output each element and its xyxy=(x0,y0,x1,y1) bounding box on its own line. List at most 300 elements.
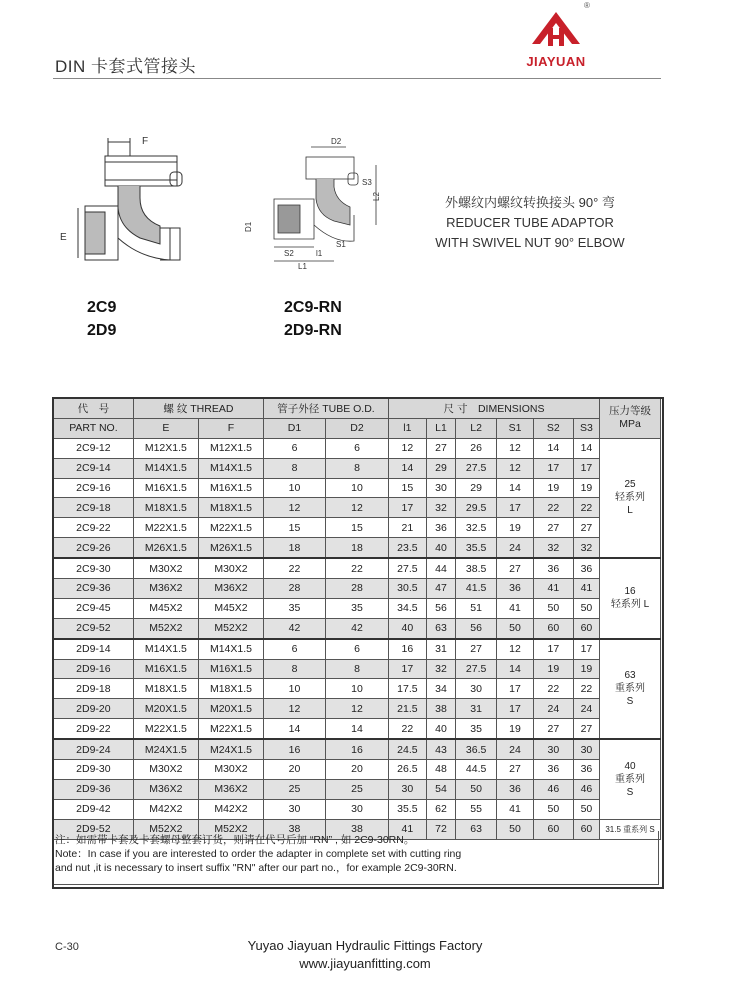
table-cell: 60 xyxy=(573,618,599,638)
table-cell: M12X1.5 xyxy=(133,438,198,458)
footer-url: www.jiayuanfitting.com xyxy=(299,956,431,971)
table-cell: 60 xyxy=(533,819,573,839)
table-cell: 12 xyxy=(264,699,326,719)
table-cell: 48 xyxy=(426,760,455,780)
table-row xyxy=(54,639,661,659)
brand-name: JIAYUAN xyxy=(526,54,586,69)
table-cell: 8 xyxy=(264,458,326,478)
pressure-line: 16 xyxy=(624,586,636,598)
header-col-0: PART NO. xyxy=(54,418,134,438)
table-cell: 10 xyxy=(325,478,388,498)
table-cell: 50 xyxy=(533,799,573,819)
table-row xyxy=(54,458,661,478)
header-col-2: F xyxy=(198,418,263,438)
label-s3: S3 xyxy=(362,178,372,187)
table-cell: 38 xyxy=(264,819,326,839)
table-row xyxy=(54,779,661,799)
table-cell: 41 xyxy=(533,579,573,599)
table-cell: 50 xyxy=(497,819,534,839)
table-cell: 22 xyxy=(264,558,326,578)
desc-en2: WITH SWIVEL NUT 90° ELBOW xyxy=(435,235,625,250)
table-cell: 12 xyxy=(497,438,534,458)
table-cell: 12 xyxy=(325,498,388,518)
table-cell: 36 xyxy=(426,518,455,538)
table-cell: 22 xyxy=(533,679,573,699)
table-cell: 17 xyxy=(497,498,534,518)
label-e: E xyxy=(60,232,67,243)
header-thread: 螺 纹 THREAD xyxy=(133,399,263,419)
table-cell: 17 xyxy=(497,699,534,719)
table-cell: 10 xyxy=(325,679,388,699)
table-row xyxy=(54,558,661,578)
label-big-l1: L1 xyxy=(298,262,307,270)
table-cell: 63 xyxy=(426,618,455,638)
table-row xyxy=(54,699,661,719)
table-row xyxy=(54,679,661,699)
table-cell: 20 xyxy=(264,760,326,780)
table-cell: 19 xyxy=(533,478,573,498)
table-cell: M42X2 xyxy=(133,799,198,819)
table-cell: 41.5 xyxy=(456,579,497,599)
table-cell: 30.5 xyxy=(388,579,426,599)
table-cell: M30X2 xyxy=(198,760,263,780)
table-cell: 43 xyxy=(426,739,455,759)
table-row xyxy=(54,518,661,538)
header-col-1: E xyxy=(133,418,198,438)
table-header-row-2 xyxy=(54,418,661,438)
table-cell: 17 xyxy=(388,659,426,679)
table-cell: 14 xyxy=(325,719,388,739)
pressure-line: 轻系列 L xyxy=(610,599,650,611)
table-cell: 24 xyxy=(573,699,599,719)
pressure-line: 重系列 xyxy=(615,773,646,785)
table-row xyxy=(54,799,661,819)
table-cell: M30X2 xyxy=(133,760,198,780)
table-cell: 2C9-18 xyxy=(54,498,134,518)
table-cell: M52X2 xyxy=(133,819,198,839)
table-cell: 14 xyxy=(573,438,599,458)
table-cell: 17.5 xyxy=(388,679,426,699)
table-cell: 22 xyxy=(573,679,599,699)
table-cell: 6 xyxy=(264,639,326,659)
table-cell: 2C9-22 xyxy=(54,518,134,538)
table-cell: 36 xyxy=(497,579,534,599)
table-cell: M30X2 xyxy=(133,558,198,578)
table-cell: 46 xyxy=(573,779,599,799)
table-cell: 50 xyxy=(456,779,497,799)
table-cell: 27 xyxy=(497,558,534,578)
code-2d9: 2D9 xyxy=(87,322,117,339)
table-cell: M52X2 xyxy=(133,618,198,638)
table-cell: M14X1.5 xyxy=(133,639,198,659)
table-cell: 2D9-42 xyxy=(54,799,134,819)
table-row xyxy=(54,538,661,558)
table-cell: 27.5 xyxy=(456,458,497,478)
table-cell: M24X1.5 xyxy=(133,739,198,759)
table-cell: M52X2 xyxy=(198,819,263,839)
table-cell: 10 xyxy=(264,478,326,498)
code-2c9-rn: 2C9-RN xyxy=(284,299,342,316)
table-cell: 18 xyxy=(264,538,326,558)
table-cell: 32 xyxy=(573,538,599,558)
table-cell: 60 xyxy=(533,618,573,638)
table-cell: 35.5 xyxy=(456,538,497,558)
table-cell: 40 xyxy=(426,538,455,558)
table-cell: 32 xyxy=(426,498,455,518)
page-number: C-30 xyxy=(55,941,79,953)
table-row xyxy=(54,739,661,759)
table-cell: M36X2 xyxy=(198,779,263,799)
table-cell: 6 xyxy=(325,438,388,458)
table-cell: 27 xyxy=(573,518,599,538)
table-cell: 56 xyxy=(426,598,455,618)
label-l2: L2 xyxy=(372,192,381,201)
header-col-6: L1 xyxy=(426,418,455,438)
table-cell: 40 xyxy=(388,618,426,638)
table-cell: 21 xyxy=(388,518,426,538)
table-cell: 2D9-36 xyxy=(54,779,134,799)
table-cell: 51 xyxy=(456,598,497,618)
table-cell: 27.5 xyxy=(388,558,426,578)
pressure-line: S xyxy=(626,786,634,798)
table-cell: 24.5 xyxy=(388,739,426,759)
table-cell: M52X2 xyxy=(198,618,263,638)
table-cell: M42X2 xyxy=(198,799,263,819)
table-cell: M12X1.5 xyxy=(198,438,263,458)
table-cell: 14 xyxy=(388,458,426,478)
table-cell: 2D9-22 xyxy=(54,719,134,739)
table-cell: 41 xyxy=(497,598,534,618)
table-cell: 44.5 xyxy=(456,760,497,780)
table-cell: M16X1.5 xyxy=(198,478,263,498)
table-row xyxy=(54,618,661,638)
table-cell: M22X1.5 xyxy=(198,719,263,739)
pressure-line: 40 xyxy=(624,760,636,772)
table-cell: 42 xyxy=(325,618,388,638)
table-cell: 8 xyxy=(325,659,388,679)
order-note xyxy=(53,831,659,885)
table-cell: 19 xyxy=(573,659,599,679)
registered-mark: ® xyxy=(584,1,590,10)
table-cell: 2C9-52 xyxy=(54,618,134,638)
codes-right xyxy=(284,296,342,342)
table-cell: 35 xyxy=(264,598,326,618)
header-col-5: l1 xyxy=(388,418,426,438)
table-cell: 50 xyxy=(497,618,534,638)
pressure-line: L xyxy=(627,505,633,517)
table-cell: M16X1.5 xyxy=(198,659,263,679)
table-cell: 2C9-30 xyxy=(54,558,134,578)
table-cell: 23.5 xyxy=(388,538,426,558)
table-cell: 29.5 xyxy=(456,498,497,518)
table-cell: 30 xyxy=(573,739,599,759)
table-cell: M45X2 xyxy=(133,598,198,618)
table-row xyxy=(54,438,661,458)
table-cell: 29 xyxy=(426,458,455,478)
table-cell: M24X1.5 xyxy=(198,739,263,759)
table-cell: M14X1.5 xyxy=(198,639,263,659)
table-cell: 41 xyxy=(573,579,599,599)
page-title: DIN 卡套式管接头 xyxy=(55,57,196,76)
dimensions-table xyxy=(53,398,661,840)
table-cell: 36 xyxy=(533,760,573,780)
table-cell: 32 xyxy=(426,659,455,679)
desc-en1: REDUCER TUBE ADAPTOR xyxy=(446,215,614,230)
header-col-9: S2 xyxy=(533,418,573,438)
table-cell: 2C9-26 xyxy=(54,538,134,558)
table-cell: 2C9-36 xyxy=(54,579,134,599)
table-cell: 30 xyxy=(325,799,388,819)
table-cell: 40 xyxy=(426,719,455,739)
table-cell: 2C9-12 xyxy=(54,438,134,458)
table-cell: 38 xyxy=(325,819,388,839)
label-f: F xyxy=(142,136,149,147)
table-cell: M14X1.5 xyxy=(198,458,263,478)
table-cell: 27 xyxy=(456,639,497,659)
table-cell: M22X1.5 xyxy=(133,518,198,538)
table-cell: 16 xyxy=(264,739,326,759)
table-cell: 2D9-52 xyxy=(54,819,134,839)
header-col-10: S3 xyxy=(573,418,599,438)
note-cn: 注：如需带卡套及卡套螺母整套订货，则请在代号后加 “RN” , 如 2C9-30RN。 xyxy=(55,834,415,846)
table-cell: M14X1.5 xyxy=(133,458,198,478)
table-cell: 2D9-20 xyxy=(54,699,134,719)
table-cell: 36 xyxy=(573,558,599,578)
table-cell: M22X1.5 xyxy=(198,518,263,538)
table-cell: 22 xyxy=(325,558,388,578)
table-cell: M26X1.5 xyxy=(133,538,198,558)
label-s2: S2 xyxy=(284,249,294,258)
table-row xyxy=(54,478,661,498)
table-cell: M36X2 xyxy=(198,579,263,599)
pressure-cell-g2 xyxy=(600,558,661,639)
desc-cn: 外螺纹内螺纹转换接头 90° 弯 xyxy=(445,195,615,210)
table-cell: 14 xyxy=(264,719,326,739)
table-cell: 17 xyxy=(533,458,573,478)
table-cell: 12 xyxy=(497,458,534,478)
table-cell: 12 xyxy=(388,438,426,458)
table-cell: 60 xyxy=(573,819,599,839)
header-part-cn: 代 号 xyxy=(54,399,134,419)
table-cell: 35 xyxy=(325,598,388,618)
table-cell: M45X2 xyxy=(198,598,263,618)
pressure-cell-g1 xyxy=(600,438,661,558)
table-cell: 32.5 xyxy=(456,518,497,538)
table-cell: 14 xyxy=(533,438,573,458)
table-cell: 34 xyxy=(426,679,455,699)
header-col-8: S1 xyxy=(497,418,534,438)
table-cell: 18 xyxy=(325,538,388,558)
pressure-cell-g5: 31.5 重系列 S xyxy=(600,819,661,839)
table-cell: 41 xyxy=(388,819,426,839)
table-cell: 47 xyxy=(426,579,455,599)
pressure-line: 25 xyxy=(624,479,636,491)
label-l1: l1 xyxy=(316,249,323,258)
table-cell: 19 xyxy=(573,478,599,498)
table-cell: 22 xyxy=(533,498,573,518)
header-dimensions: 尺 寸 DIMENSIONS xyxy=(388,399,599,419)
table-cell: 25 xyxy=(325,779,388,799)
table-cell: 27 xyxy=(573,719,599,739)
table-cell: 34.5 xyxy=(388,598,426,618)
table-cell: 46 xyxy=(533,779,573,799)
table-cell: 50 xyxy=(573,598,599,618)
table-cell: 27 xyxy=(497,760,534,780)
header-divider xyxy=(53,78,661,79)
table-cell: 56 xyxy=(456,618,497,638)
table-cell: 22 xyxy=(573,498,599,518)
table-cell: 15 xyxy=(264,518,326,538)
table-cell: 42 xyxy=(264,618,326,638)
table-cell: 50 xyxy=(533,598,573,618)
table-cell: 36.5 xyxy=(456,739,497,759)
table-cell: M16X1.5 xyxy=(133,659,198,679)
table-cell: M16X1.5 xyxy=(133,478,198,498)
table-cell: 36 xyxy=(497,779,534,799)
table-cell: 38.5 xyxy=(456,558,497,578)
table-cell: 20 xyxy=(325,760,388,780)
table-cell: 2C9-16 xyxy=(54,478,134,498)
table-cell: 29 xyxy=(456,478,497,498)
table-cell: 19 xyxy=(497,719,534,739)
table-cell: 19 xyxy=(497,518,534,538)
code-2c9: 2C9 xyxy=(87,299,117,316)
table-cell: 21.5 xyxy=(388,699,426,719)
table-cell: 31 xyxy=(456,699,497,719)
elbow-drawing-2c9-rn xyxy=(236,135,386,270)
table-cell: 55 xyxy=(456,799,497,819)
table-cell: 38 xyxy=(426,699,455,719)
table-cell: 36 xyxy=(573,760,599,780)
footer-company: Yuyao Jiayuan Hydraulic Fittings Factory xyxy=(247,938,483,953)
table-cell: 25 xyxy=(264,779,326,799)
table-cell: M18X1.5 xyxy=(198,498,263,518)
table-cell: 16 xyxy=(325,739,388,759)
header-pressure-unit: MPa xyxy=(619,418,641,431)
table-cell: M20X1.5 xyxy=(198,699,263,719)
table-cell: 41 xyxy=(497,799,534,819)
elbow-drawing-2c9 xyxy=(60,128,200,278)
header-col-3: D1 xyxy=(264,418,326,438)
table-cell: M18X1.5 xyxy=(198,679,263,699)
table-cell: 27 xyxy=(533,518,573,538)
table-row xyxy=(54,719,661,739)
table-cell: 12 xyxy=(325,699,388,719)
table-cell: 14 xyxy=(497,659,534,679)
header-pressure-cn: 压力等级 xyxy=(609,405,652,418)
pressure-line: 轻系列 xyxy=(615,492,646,504)
table-cell: 2C9-14 xyxy=(54,458,134,478)
table-cell: 8 xyxy=(325,458,388,478)
table-cell: 14 xyxy=(497,478,534,498)
table-cell: M18X1.5 xyxy=(133,498,198,518)
header-pressure xyxy=(600,399,661,439)
code-2d9-rn: 2D9-RN xyxy=(284,322,342,339)
table-cell: 26.5 xyxy=(388,760,426,780)
table-cell: 17 xyxy=(573,639,599,659)
table-cell: 27.5 xyxy=(456,659,497,679)
table-cell: 30 xyxy=(388,779,426,799)
table-cell: 6 xyxy=(264,438,326,458)
table-cell: 17 xyxy=(573,458,599,478)
table-cell: M18X1.5 xyxy=(133,679,198,699)
table-cell: 35.5 xyxy=(388,799,426,819)
table-cell: 6 xyxy=(325,639,388,659)
table-cell: M26X1.5 xyxy=(198,538,263,558)
table-row xyxy=(54,498,661,518)
table-cell: 26 xyxy=(456,438,497,458)
note-en1: Note：In case if you are interested to order the adapter in complete set with cutting ring xyxy=(55,848,462,860)
table-cell: M36X2 xyxy=(133,779,198,799)
table-cell: 24 xyxy=(497,739,534,759)
table-cell: 63 xyxy=(456,819,497,839)
codes-left xyxy=(87,296,116,342)
table-row xyxy=(54,598,661,618)
table-cell: 27 xyxy=(533,719,573,739)
pressure-line: 63 xyxy=(624,670,636,682)
table-cell: 2D9-16 xyxy=(54,659,134,679)
table-cell: 30 xyxy=(533,739,573,759)
table-cell: 30 xyxy=(426,478,455,498)
table-cell: 2D9-24 xyxy=(54,739,134,759)
table-cell: 50 xyxy=(573,799,599,819)
label-d1: D1 xyxy=(244,221,253,232)
table-cell: 2D9-30 xyxy=(54,760,134,780)
label-s1: S1 xyxy=(336,240,346,249)
table-cell: 2D9-18 xyxy=(54,679,134,699)
table-cell: 10 xyxy=(264,679,326,699)
header-col-7: L2 xyxy=(456,418,497,438)
label-d2: D2 xyxy=(331,137,342,146)
table-cell: 44 xyxy=(426,558,455,578)
table-cell: 22 xyxy=(388,719,426,739)
table-cell: 15 xyxy=(388,478,426,498)
table-cell: 72 xyxy=(426,819,455,839)
table-cell: 31 xyxy=(426,639,455,659)
table-cell: 30 xyxy=(264,799,326,819)
table-cell: 19 xyxy=(533,659,573,679)
table-cell: 17 xyxy=(497,679,534,699)
table-cell: M36X2 xyxy=(133,579,198,599)
table-row xyxy=(54,760,661,780)
table-cell: 36 xyxy=(533,558,573,578)
table-cell: 30 xyxy=(456,679,497,699)
pressure-line: 重系列 xyxy=(615,683,646,695)
table-cell: 27 xyxy=(426,438,455,458)
table-cell: 12 xyxy=(497,639,534,659)
table-row xyxy=(54,579,661,599)
table-cell: 17 xyxy=(533,639,573,659)
table-cell: M22X1.5 xyxy=(133,719,198,739)
table-cell: 12 xyxy=(264,498,326,518)
table-cell: M20X1.5 xyxy=(133,699,198,719)
table-cell: 54 xyxy=(426,779,455,799)
table-cell: 2C9-45 xyxy=(54,598,134,618)
table-cell: 62 xyxy=(426,799,455,819)
table-cell: 17 xyxy=(388,498,426,518)
table-cell: 24 xyxy=(497,538,534,558)
table-cell: 15 xyxy=(325,518,388,538)
table-cell: M30X2 xyxy=(198,558,263,578)
table-cell: 28 xyxy=(264,579,326,599)
header-col-4: D2 xyxy=(325,418,388,438)
header-tube-od: 管子外径 TUBE O.D. xyxy=(264,399,389,419)
table-header-row-1 xyxy=(54,399,661,419)
pressure-cell-g4 xyxy=(600,739,661,819)
pressure-line: S xyxy=(626,696,634,708)
product-description xyxy=(420,193,640,253)
table-cell: 2D9-14 xyxy=(54,639,134,659)
